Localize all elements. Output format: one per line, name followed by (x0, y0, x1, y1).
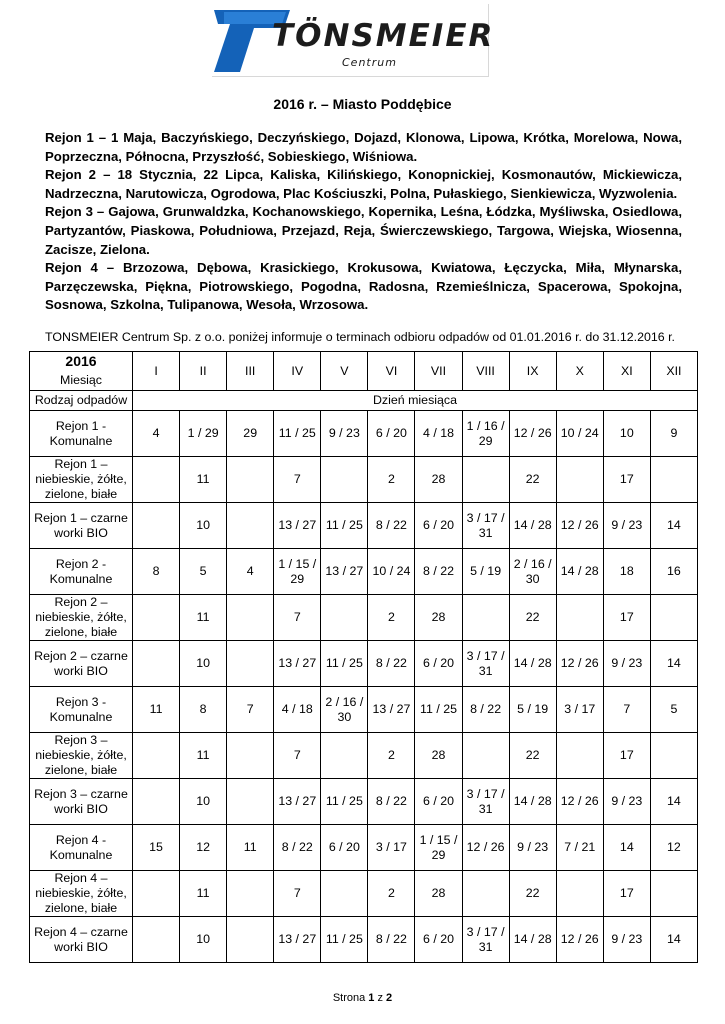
district-4: Rejon 4 – Brzozowa, Dębowa, Krasickiego, Krokusowa, Kwiatowa, Łęczycka, Miła, Młynarska, Parzęczewska, Piękna, Piotrowskiego, Pogodna, Radosna, Rzemieślnicza, Spacerowa, Spokojna, Sosnowa, Szkolna, Tulipanowa, Wesoła, Wrzosowa. (45, 260, 682, 313)
day-cell: 6 / 20 (415, 641, 462, 687)
day-cell (227, 641, 274, 687)
day-cell (133, 595, 180, 641)
day-cell (650, 595, 697, 641)
day-cell: 17 (603, 871, 650, 917)
day-cell: 9 (650, 411, 697, 457)
day-cell (556, 595, 603, 641)
day-cell: 2 (368, 871, 415, 917)
day-cell (321, 457, 368, 503)
day-cell: 13 / 27 (274, 779, 321, 825)
day-cell: 28 (415, 733, 462, 779)
day-cell (321, 595, 368, 641)
table-row (30, 687, 698, 733)
header-year-row (30, 352, 698, 372)
footer-mid: z (374, 992, 387, 1004)
table-row (30, 549, 698, 595)
footer-prefix: Strona (332, 992, 369, 1004)
day-cell: 8 / 22 (368, 503, 415, 549)
day-cell: 11 (180, 733, 227, 779)
day-cell: 4 / 18 (274, 687, 321, 733)
day-cell: 1 / 29 (180, 411, 227, 457)
day-cell: 12 / 26 (556, 779, 603, 825)
day-cell: 10 (603, 411, 650, 457)
day-cell: 13 / 27 (274, 641, 321, 687)
month-header: XI (603, 352, 650, 391)
day-cell: 6 / 20 (415, 779, 462, 825)
month-header: V (321, 352, 368, 391)
day-cell: 11 / 25 (321, 503, 368, 549)
day-cell: 3 / 17 (368, 825, 415, 871)
day-cell: 6 / 20 (368, 411, 415, 457)
day-cell (556, 871, 603, 917)
month-header: XII (650, 352, 697, 391)
table-row (30, 779, 698, 825)
district-list (45, 129, 682, 315)
row-label: Rejon 4 - Komunalne (30, 825, 133, 871)
month-header: VII (415, 352, 462, 391)
table-row (30, 825, 698, 871)
schedule-table (29, 351, 698, 963)
day-cell: 14 (650, 503, 697, 549)
table-row (30, 641, 698, 687)
day-cell: 8 / 22 (462, 687, 509, 733)
day-cell: 7 / 21 (556, 825, 603, 871)
day-cell: 12 / 26 (556, 641, 603, 687)
day-cell: 7 (274, 871, 321, 917)
day-cell: 3 / 17 / 31 (462, 779, 509, 825)
day-cell: 14 / 28 (509, 503, 556, 549)
day-cell: 14 / 28 (556, 549, 603, 595)
day-cell: 2 / 16 / 30 (509, 549, 556, 595)
day-cell: 17 (603, 595, 650, 641)
day-cell: 11 / 25 (415, 687, 462, 733)
row-label: Rejon 2 – czarne worki BIO (30, 641, 133, 687)
table-row (30, 871, 698, 917)
district-2: Rejon 2 – 18 Stycznia, 22 Lipca, Kaliska, Kilińskiego, Konopnickiej, Kosmonautów, Mickiewicza, Nadrzeczna, Narutowicza, Ogrodowa, Plac Kościuszki, Polna, Pułaskiego, Sienkiewicza, Wyzwolenia. (45, 167, 682, 201)
day-cell (227, 503, 274, 549)
day-cell: 9 / 23 (603, 641, 650, 687)
day-cell (650, 871, 697, 917)
day-cell: 8 / 22 (415, 549, 462, 595)
header-type-row (30, 391, 698, 411)
day-cell: 14 / 28 (509, 641, 556, 687)
day-cell: 22 (509, 871, 556, 917)
day-cell: 7 (274, 595, 321, 641)
day-cell: 11 / 25 (321, 641, 368, 687)
day-cell: 8 (133, 549, 180, 595)
day-cell: 5 / 19 (509, 687, 556, 733)
month-header: III (227, 352, 274, 391)
day-cell (556, 457, 603, 503)
day-cell: 12 / 26 (556, 503, 603, 549)
row-label: Rejon 3 – niebieskie, żółte, zielone, białe (30, 733, 133, 779)
day-cell (133, 641, 180, 687)
day-cell: 14 / 28 (509, 917, 556, 963)
day-cell: 13 / 27 (321, 549, 368, 595)
row-label: Rejon 3 – czarne worki BIO (30, 779, 133, 825)
day-cell (227, 595, 274, 641)
day-cell: 1 / 16 / 29 (462, 411, 509, 457)
day-cell: 14 (603, 825, 650, 871)
month-header: X (556, 352, 603, 391)
page-footer (0, 992, 725, 1004)
day-cell (133, 917, 180, 963)
type-label-cell: Rodzaj odpadów (30, 391, 133, 411)
day-cell (321, 733, 368, 779)
day-cell: 11 (180, 457, 227, 503)
day-cell: 3 / 17 (556, 687, 603, 733)
day-cell: 12 / 26 (509, 411, 556, 457)
day-cell (462, 871, 509, 917)
day-cell: 12 / 26 (462, 825, 509, 871)
day-cell: 11 (227, 825, 274, 871)
footer-page: 1 (368, 992, 375, 1004)
day-cell: 10 / 24 (368, 549, 415, 595)
day-cell: 9 / 23 (603, 503, 650, 549)
day-cell: 16 (650, 549, 697, 595)
day-cell: 9 / 23 (603, 779, 650, 825)
day-cell: 14 (650, 779, 697, 825)
day-cell (133, 871, 180, 917)
day-cell: 1 / 15 / 29 (415, 825, 462, 871)
day-cell: 5 / 19 (462, 549, 509, 595)
year-cell: 2016 (30, 352, 133, 372)
day-cell: 9 / 23 (321, 411, 368, 457)
table-row (30, 503, 698, 549)
day-cell: 2 / 16 / 30 (321, 687, 368, 733)
table-row (30, 917, 698, 963)
row-label: Rejon 2 – niebieskie, żółte, zielone, białe (30, 595, 133, 641)
day-cell: 11 / 25 (321, 917, 368, 963)
day-cell: 12 (650, 825, 697, 871)
day-cell (227, 733, 274, 779)
district-1: Rejon 1 – 1 Maja, Baczyńskiego, Deczyńskiego, Dojazd, Klonowa, Lipowa, Krótka, Morelowa, Nowa, Poprzeczna, Północna, Przyszłość, Sobieskiego, Wiśniowa. (45, 130, 682, 164)
row-label: Rejon 1 – niebieskie, żółte, zielone, białe (30, 457, 133, 503)
day-cell: 28 (415, 871, 462, 917)
day-cell: 3 / 17 / 31 (462, 503, 509, 549)
day-cell (227, 779, 274, 825)
day-cell: 28 (415, 457, 462, 503)
day-cell: 22 (509, 457, 556, 503)
table-row (30, 733, 698, 779)
day-cell: 11 (180, 871, 227, 917)
day-cell (650, 457, 697, 503)
day-cell: 4 (227, 549, 274, 595)
row-label: Rejon 4 – niebieskie, żółte, zielone, białe (30, 871, 133, 917)
day-cell (227, 871, 274, 917)
day-cell: 12 (180, 825, 227, 871)
day-cell: 5 (180, 549, 227, 595)
day-cell (462, 457, 509, 503)
day-cell: 7 (274, 457, 321, 503)
day-cell: 10 (180, 779, 227, 825)
day-cell (462, 733, 509, 779)
month-header: VI (368, 352, 415, 391)
day-cell: 14 (650, 641, 697, 687)
day-cell: 8 (180, 687, 227, 733)
row-label: Rejon 4 – czarne worki BIO (30, 917, 133, 963)
day-cell: 2 (368, 595, 415, 641)
month-header: I (133, 352, 180, 391)
row-label: Rejon 1 – czarne worki BIO (30, 503, 133, 549)
day-cell: 17 (603, 733, 650, 779)
day-cell: 22 (509, 595, 556, 641)
footer-total: 2 (386, 992, 393, 1004)
day-cell: 17 (603, 457, 650, 503)
day-cell (227, 457, 274, 503)
day-cell: 14 / 28 (509, 779, 556, 825)
day-cell: 8 / 22 (368, 779, 415, 825)
logo-subtitle: Centrum (342, 56, 397, 69)
day-cell: 7 (227, 687, 274, 733)
day-cell: 10 (180, 641, 227, 687)
day-cell: 9 / 23 (509, 825, 556, 871)
day-cell (133, 733, 180, 779)
day-cell: 4 / 18 (415, 411, 462, 457)
day-cell: 4 (133, 411, 180, 457)
day-cell: 11 / 25 (321, 779, 368, 825)
day-cell: 1 / 15 / 29 (274, 549, 321, 595)
day-cell: 18 (603, 549, 650, 595)
month-header: IV (274, 352, 321, 391)
day-cell: 7 (274, 733, 321, 779)
day-cell: 10 (180, 503, 227, 549)
day-cell: 10 / 24 (556, 411, 603, 457)
day-cell: 29 (227, 411, 274, 457)
info-text: TONSMEIER Centrum Sp. z o.o. poniżej informuje o terminach odbioru odpadów od 01.01.2016 r. do 31.12.2016 r. (45, 330, 675, 344)
day-cell (650, 733, 697, 779)
table-row (30, 457, 698, 503)
day-cell: 9 / 23 (603, 917, 650, 963)
table-row (30, 411, 698, 457)
logo-wordmark: TÖNSMEIER (272, 18, 495, 54)
row-label: Rejon 2 - Komunalne (30, 549, 133, 595)
day-cell: 2 (368, 733, 415, 779)
day-cell (133, 503, 180, 549)
day-cell: 8 / 22 (368, 641, 415, 687)
page-title: 2016 r. – Miasto Poddębice (273, 96, 452, 112)
day-cell: 8 / 22 (368, 917, 415, 963)
day-cell: 6 / 20 (415, 917, 462, 963)
day-cell: 5 (650, 687, 697, 733)
district-3: Rejon 3 – Gajowa, Grunwaldzka, Kochanowskiego, Kopernika, Leśna, Łódzka, Myśliwska, Osiedlowa, Partyzantów, Piaskowa, Południowa, Przejazd, Reja, Świerczewskiego, Targowa, Wiejska, Wiosenna, Zacisze, Zielona. (45, 204, 682, 257)
day-cell: 11 / 25 (274, 411, 321, 457)
table-row (30, 595, 698, 641)
day-cell (227, 917, 274, 963)
day-cell (321, 871, 368, 917)
month-header: IX (509, 352, 556, 391)
day-cell: 11 (180, 595, 227, 641)
day-cell: 11 (133, 687, 180, 733)
day-cell (462, 595, 509, 641)
company-logo (212, 4, 495, 77)
day-cell: 14 (650, 917, 697, 963)
day-cell: 2 (368, 457, 415, 503)
day-cell: 15 (133, 825, 180, 871)
day-cell (133, 779, 180, 825)
day-cell: 8 / 22 (274, 825, 321, 871)
day-cell: 22 (509, 733, 556, 779)
row-label: Rejon 3 - Komunalne (30, 687, 133, 733)
day-cell: 13 / 27 (274, 917, 321, 963)
row-label: Rejon 1 - Komunalne (30, 411, 133, 457)
day-cell (133, 457, 180, 503)
month-header: II (180, 352, 227, 391)
day-cell: 13 / 27 (274, 503, 321, 549)
day-cell: 12 / 26 (556, 917, 603, 963)
month-header: VIII (462, 352, 509, 391)
month-label-cell: Miesiąc (30, 372, 133, 391)
day-label-cell: Dzień miesiąca (133, 391, 698, 411)
day-cell: 3 / 17 / 31 (462, 917, 509, 963)
day-cell: 13 / 27 (368, 687, 415, 733)
day-cell: 3 / 17 / 31 (462, 641, 509, 687)
day-cell: 28 (415, 595, 462, 641)
day-cell: 7 (603, 687, 650, 733)
day-cell: 6 / 20 (321, 825, 368, 871)
day-cell: 10 (180, 917, 227, 963)
day-cell: 6 / 20 (415, 503, 462, 549)
day-cell (556, 733, 603, 779)
